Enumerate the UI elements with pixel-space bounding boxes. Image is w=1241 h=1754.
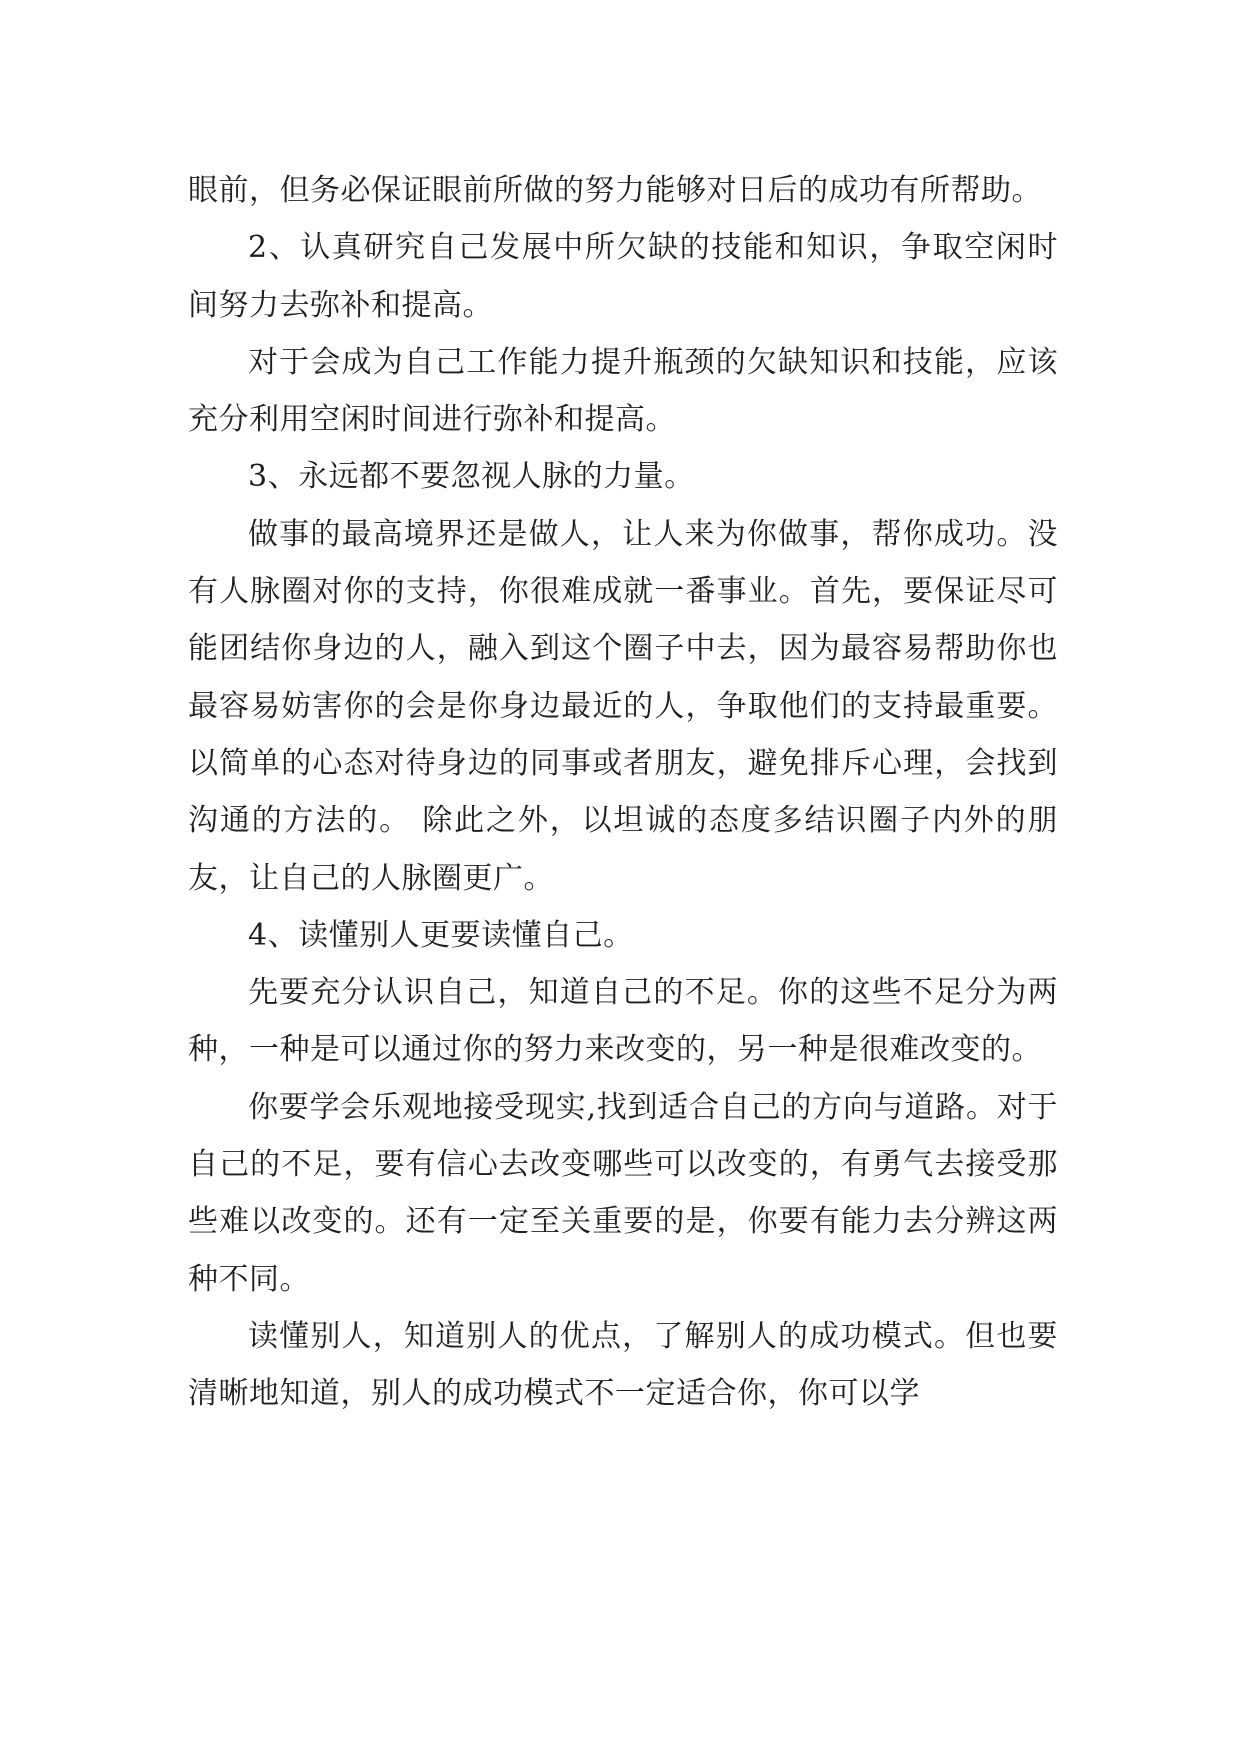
paragraph-point-4-heading: 4、读懂别人更要读懂自己。 [248,917,634,953]
paragraph-continuation: 眼前，但务必保证眼前所做的努力能够对日后的成功有所帮助。 [188,173,1042,208]
document-body [188,162,1058,1423]
paragraph-point-3-heading: 3、永远都不要忽视人脉的力量。 [248,459,695,495]
paragraph-point-4-body-3: 读懂别人，知道别人的优点，了解别人的成功模式。但也要清晰地知道，别人的成功模式不一定适合你，你可以学 [188,1318,1058,1412]
paragraph-point-4-body-2: 你要学会乐观地接受现实,找到适合自己的方向与道路。对于自己的不足，要有信心去改变哪些可以改变的，有勇气去接受那些难以改变的。还有一定至关重要的是，你要有能力去分辨这两种不同。 [188,1089,1058,1297]
paragraph-point-3-body: 做事的最高境界还是做人，让人来为你做事，帮你成功。没有人脉圈对你的支持，你很难成就一番事业。首先，要保证尽可能团结你身边的人，融入到这个圈子中去，因为最容易帮助你也最容易妨害你的会是你身边最近的人，争取他们的支持最重要。以简单的心态对待身边的同事或者朋友，避免排斥心理，会找到沟通的方法的。 除此之外，以坦诚的态度多结识圈子内外的朋友，让自己的人脉圈更广。 [188,516,1058,896]
paragraph-point-2-body: 对于会成为自己工作能力提升瓶颈的欠缺知识和技能，应该充分利用空闲时间进行弥补和提高。 [188,344,1058,438]
paragraph-point-2-heading: 2、认真研究自己发展中所欠缺的技能和知识，争取空闲时间努力去弥补和提高。 [188,230,1058,323]
paragraph-point-4-body-1: 先要充分认识自己，知道自己的不足。你的这些不足分为两种，一种是可以通过你的努力来改变的，另一种是很难改变的。 [188,975,1058,1068]
